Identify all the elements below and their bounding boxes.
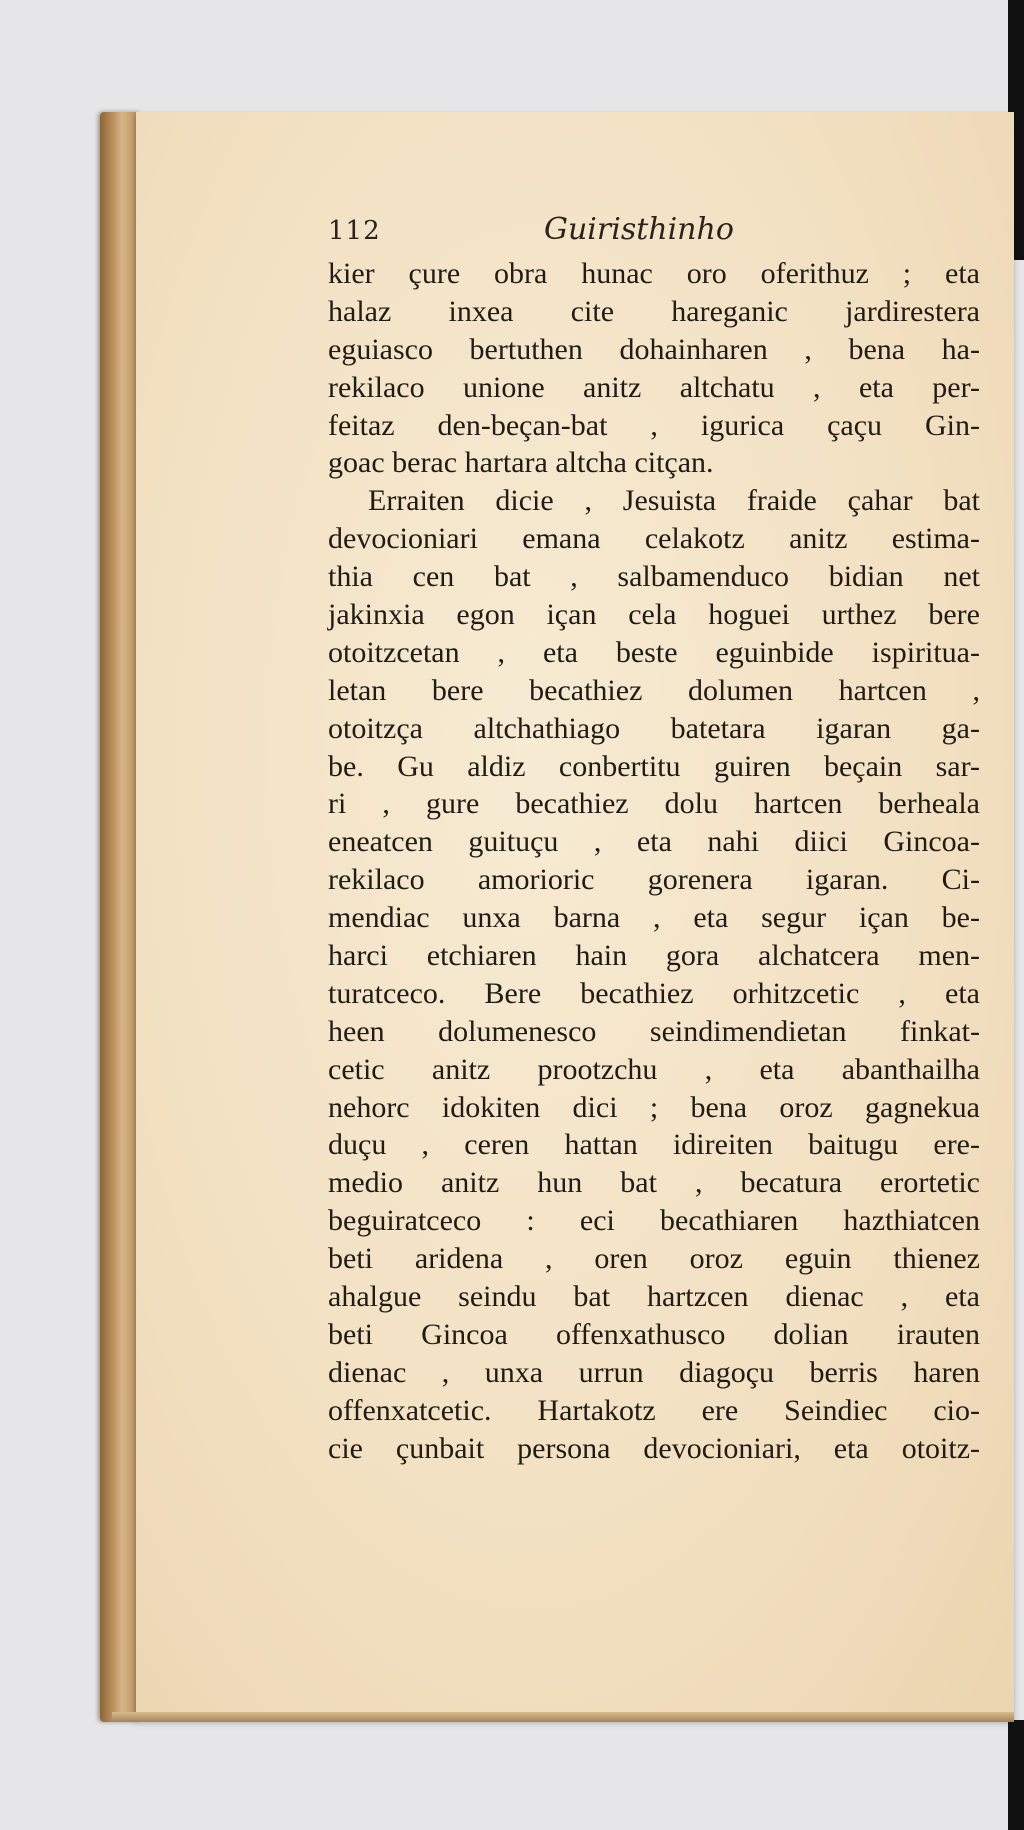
running-head [328,212,734,256]
text-line: otoitzça altchathiago batetara igaran ga- [328,711,980,745]
text-line: rekilaco unione anitz altchatu , eta per- [328,370,980,404]
text-line: be. Gu aldiz conbertitu guiren beçain sar- [328,749,980,783]
text-line: eguiasco bertuthen dohainharen , bena ha- [328,332,980,366]
text-line: beti aridena , oren oroz eguin thienez [328,1242,980,1276]
text-line: eneatcen guituçu , eta nahi diici Gincoa- [328,825,980,859]
text-line: otoitzcetan , eta beste eguinbide ispiritua- [328,635,980,669]
text-line: mendiac unxa barna , eta segur içan be- [328,901,980,935]
text-line: nehorc idokiten dici ; bena oroz gagnekua [328,1090,980,1124]
text-line: beguiratceco : eci becathiaren hazthiatcen [328,1204,980,1238]
text-line: heen dolumenesco seindimendietan finkat- [328,1014,980,1048]
text-line: harci etchiaren hain gora alchatcera men- [328,939,980,973]
text-line: ri , gure becathiez dolu hartcen berheala [328,787,980,821]
body-text [328,255,980,1468]
text-line: thia cen bat , salbamenduco bidian net [328,560,980,594]
text-line: rekilaco amorioric gorenera igaran. Ci- [328,863,980,897]
text-line: cie çunbait persona devocioniari, eta otoitz- [328,1431,980,1465]
text-line: goac berac hartara altcha citçan. [328,446,714,480]
text-line: dienac , unxa urrun diagoçu berris haren [328,1355,980,1389]
text-line: jakinxia egon içan cela hoguei urthez bere [328,598,980,632]
text-line: duçu , ceren hattan idireiten baitugu ere- [328,1128,980,1162]
text-line: Erraiten dicie , Jesuista fraide çahar bat [368,484,980,518]
page-number: 112 [328,216,381,246]
text-line: offenxatcetic. Hartakotz ere Seindiec cio- [328,1393,980,1427]
text-line: feitaz den-beçan-bat , igurica çaçu Gin- [328,408,980,442]
text-line: turatceco. Bere becathiez orhitzcetic , eta [328,976,980,1010]
text-line: beti Gincoa offenxathusco dolian irauten [328,1317,980,1351]
text-line: letan bere becathiez dolumen hartcen , [328,673,980,707]
text-line: ahalgue seindu bat hartzcen dienac , eta [328,1280,980,1314]
book-bottom-edge [112,1712,1014,1722]
text-line: devocioniari emana celakotz anitz estima- [328,522,980,556]
text-line: medio anitz hun bat , becatura erortetic [328,1166,980,1200]
text-line: kier çure obra hunac oro oferithuz ; eta [328,257,980,290]
running-title: Guiristhinho [544,212,734,247]
text-line: halaz inxea cite hareganic jardirestera [328,294,980,328]
text-line: cetic anitz prootzchu , eta abanthailha [328,1052,980,1086]
book-page-edges [100,112,140,1722]
